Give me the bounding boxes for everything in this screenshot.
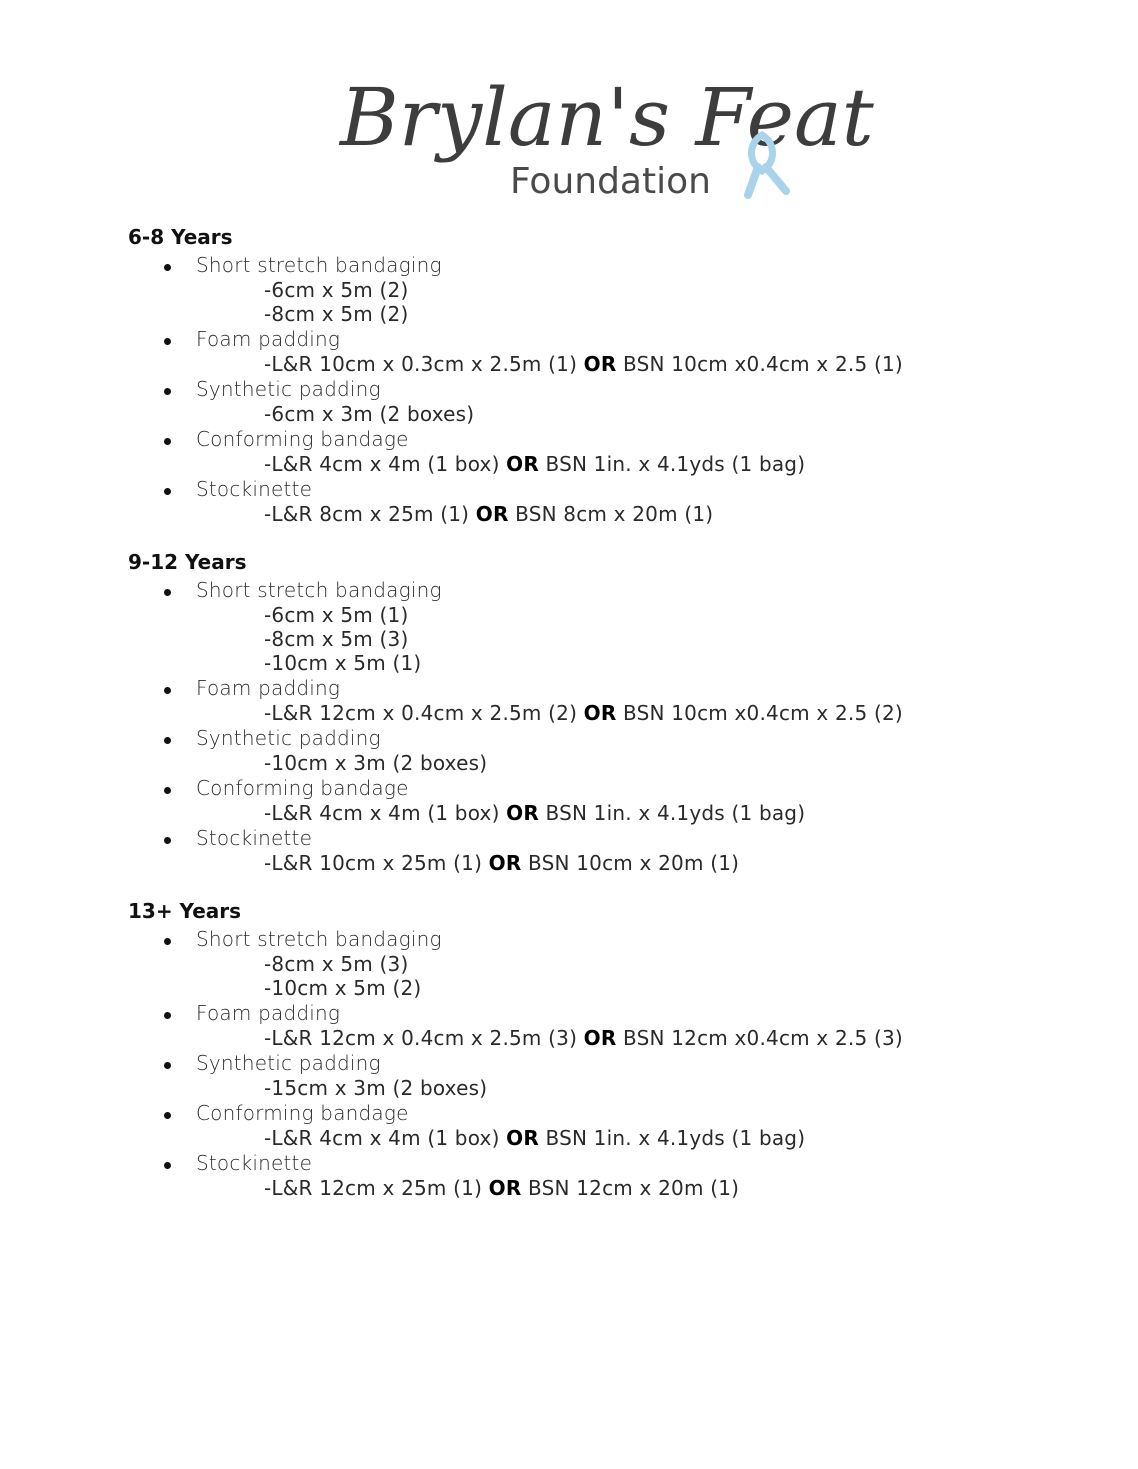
item-label: Stockinette — [196, 477, 313, 501]
item-detail — [196, 851, 1088, 875]
list-item — [128, 1100, 1088, 1150]
bullet-icon — [164, 1162, 171, 1169]
detail-text: -L&R 12cm x 25m (1) — [264, 1176, 489, 1200]
list-item — [128, 252, 1088, 326]
list-item — [128, 1000, 1088, 1050]
detail-text: BSN 12cm x0.4cm x 2.5 (3) — [616, 1026, 903, 1050]
item-detail — [196, 751, 1088, 775]
detail-text: -L&R 12cm x 0.4cm x 2.5m (3) — [264, 1026, 584, 1050]
list-item — [128, 775, 1088, 825]
bullet-icon — [164, 837, 171, 844]
detail-text: -L&R 10cm x 25m (1) — [264, 851, 489, 875]
detail-text: -6cm x 5m (2) — [264, 278, 409, 302]
item-label: Foam padding — [196, 676, 341, 700]
item-label: Synthetic padding — [196, 377, 381, 401]
detail-text: -10cm x 5m (2) — [264, 976, 422, 1000]
item-label: Conforming bandage — [196, 427, 409, 451]
detail-text: -L&R 12cm x 0.4cm x 2.5m (2) — [264, 701, 584, 725]
or-separator: OR — [506, 452, 539, 476]
bullet-icon — [164, 488, 171, 495]
list-item — [128, 577, 1088, 675]
list-item — [128, 326, 1088, 376]
or-separator: OR — [506, 1126, 539, 1150]
detail-text: BSN 1in. x 4.1yds (1 bag) — [538, 452, 806, 476]
bullet-icon — [164, 737, 171, 744]
detail-text: -8cm x 5m (2) — [264, 302, 409, 326]
logo-graphic — [330, 55, 874, 205]
item-detail — [196, 1026, 1088, 1050]
item-detail — [196, 627, 1088, 651]
item-detail — [196, 452, 1088, 476]
section-title: 13+ Years — [128, 899, 242, 923]
bullet-icon — [164, 938, 171, 945]
item-label: Synthetic padding — [196, 1051, 381, 1075]
detail-text: -10cm x 5m (1) — [264, 651, 422, 675]
bullet-icon — [164, 338, 171, 345]
item-label: Stockinette — [196, 1151, 313, 1175]
item-detail — [196, 801, 1088, 825]
detail-text: -L&R 4cm x 4m (1 box) — [264, 801, 507, 825]
item-label: Stockinette — [196, 826, 313, 850]
detail-text: -15cm x 3m (2 boxes) — [264, 1076, 488, 1100]
item-list — [128, 577, 1088, 875]
bullet-icon — [164, 1112, 171, 1119]
section-title: 9-12 Years — [128, 550, 247, 574]
section-title: 6-8 Years — [128, 225, 233, 249]
item-detail — [196, 1076, 1088, 1100]
age-section — [128, 547, 1088, 875]
item-label: Conforming bandage — [196, 776, 409, 800]
detail-text: -8cm x 5m (3) — [264, 952, 409, 976]
or-separator: OR — [583, 701, 617, 725]
detail-text: BSN 10cm x 20m (1) — [521, 851, 740, 875]
item-detail — [196, 502, 1088, 526]
item-list — [128, 926, 1088, 1200]
item-label: Foam padding — [196, 327, 341, 351]
or-separator: OR — [506, 801, 539, 825]
or-separator: OR — [583, 1026, 617, 1050]
bullet-icon — [164, 687, 171, 694]
age-section — [128, 896, 1088, 1200]
item-label: Short stretch bandaging — [196, 578, 442, 602]
detail-text: -L&R 4cm x 4m (1 box) — [264, 1126, 507, 1150]
detail-text: -10cm x 3m (2 boxes) — [264, 751, 488, 775]
item-detail — [196, 1126, 1088, 1150]
list-item — [128, 1150, 1088, 1200]
bullet-icon — [164, 438, 171, 445]
item-detail — [196, 302, 1088, 326]
list-item — [128, 825, 1088, 875]
item-detail — [196, 976, 1088, 1000]
detail-text: -6cm x 5m (1) — [264, 603, 409, 627]
bullet-icon — [164, 1062, 171, 1069]
list-item — [128, 926, 1088, 1000]
list-item — [128, 1050, 1088, 1100]
item-label: Short stretch bandaging — [196, 927, 442, 951]
bullet-icon — [164, 787, 171, 794]
list-item — [128, 725, 1088, 775]
logo-foundation-text: Foundation — [510, 161, 711, 202]
or-separator: OR — [488, 1176, 522, 1200]
detail-text: -6cm x 3m (2 boxes) — [264, 402, 475, 426]
age-section — [128, 222, 1088, 526]
item-detail — [196, 651, 1088, 675]
detail-text: BSN 10cm x0.4cm x 2.5 (2) — [616, 701, 903, 725]
detail-text: BSN 12cm x 20m (1) — [521, 1176, 740, 1200]
detail-text: BSN 10cm x0.4cm x 2.5 (1) — [616, 352, 903, 376]
detail-text: BSN 1in. x 4.1yds (1 bag) — [538, 1126, 806, 1150]
or-separator: OR — [475, 502, 509, 526]
detail-text: -L&R 8cm x 25m (1) — [264, 502, 476, 526]
item-detail — [196, 603, 1088, 627]
item-detail — [196, 952, 1088, 976]
item-label: Conforming bandage — [196, 1101, 409, 1125]
list-item — [128, 476, 1088, 526]
foundation-logo — [330, 55, 874, 205]
item-detail — [196, 278, 1088, 302]
bullet-icon — [164, 388, 171, 395]
logo-script-text: Brylan's Feat — [340, 71, 874, 164]
item-detail — [196, 352, 1088, 376]
list-item — [128, 376, 1088, 426]
list-item — [128, 675, 1088, 725]
item-detail — [196, 701, 1088, 725]
item-label: Synthetic padding — [196, 726, 381, 750]
bullet-icon — [164, 1012, 171, 1019]
supply-list — [128, 222, 1088, 1221]
detail-text: BSN 8cm x 20m (1) — [508, 502, 714, 526]
bullet-icon — [164, 589, 171, 596]
or-separator: OR — [488, 851, 522, 875]
bullet-icon — [164, 264, 171, 271]
detail-text: -L&R 4cm x 4m (1 box) — [264, 452, 507, 476]
detail-text: -L&R 10cm x 0.3cm x 2.5m (1) — [264, 352, 584, 376]
detail-text: -8cm x 5m (3) — [264, 627, 409, 651]
item-label: Foam padding — [196, 1001, 341, 1025]
item-detail — [196, 402, 1088, 426]
list-item — [128, 426, 1088, 476]
item-detail — [196, 1176, 1088, 1200]
item-list — [128, 252, 1088, 526]
item-label: Short stretch bandaging — [196, 253, 442, 277]
detail-text: BSN 1in. x 4.1yds (1 bag) — [538, 801, 806, 825]
or-separator: OR — [583, 352, 617, 376]
